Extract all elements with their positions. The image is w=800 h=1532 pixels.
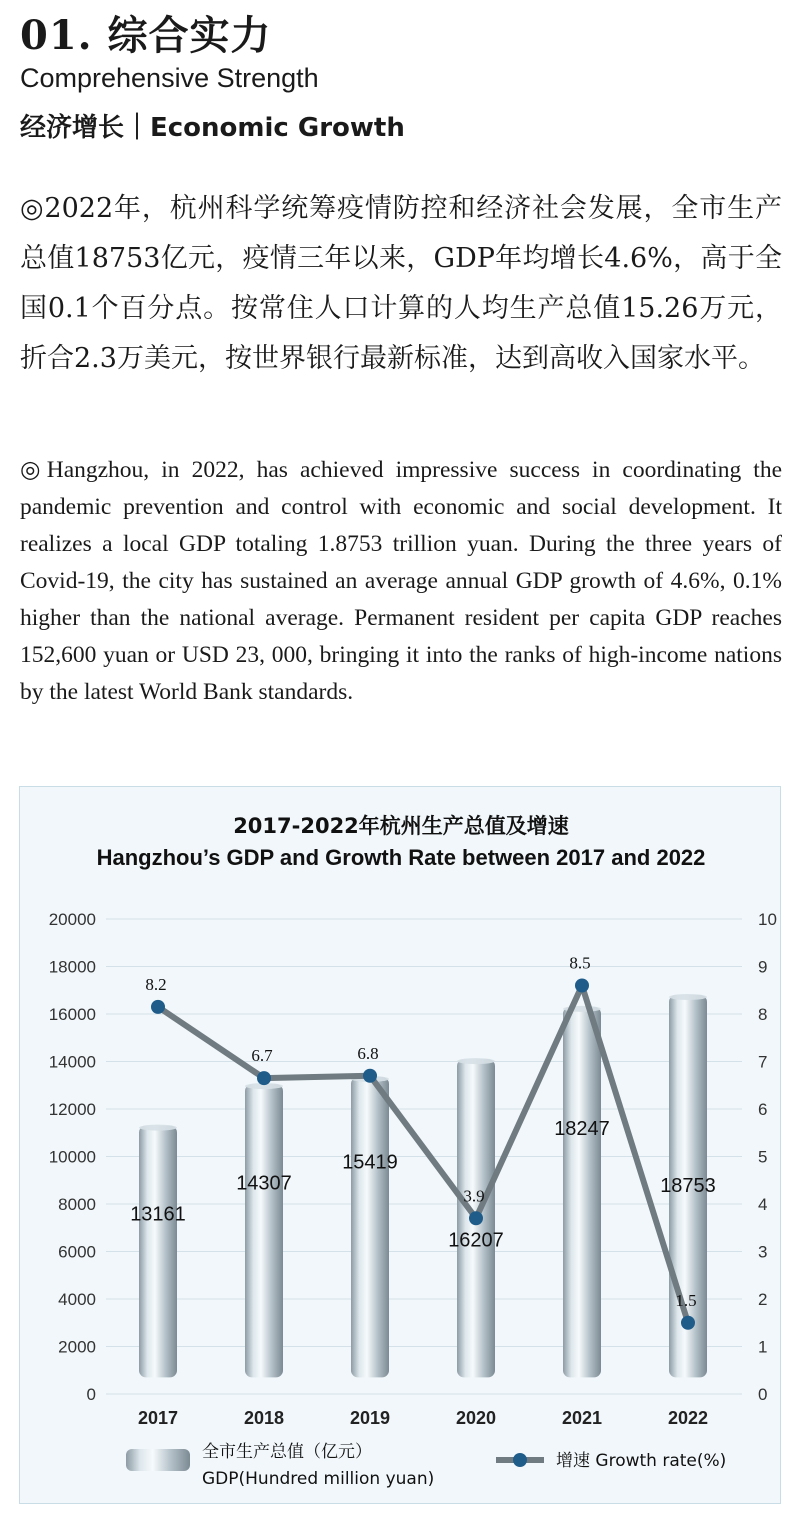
y-tick-label: 0 bbox=[86, 1385, 96, 1404]
y-tick-label: 16000 bbox=[48, 1005, 96, 1024]
legend-line-marker bbox=[513, 1453, 527, 1467]
x-axis bbox=[138, 1408, 708, 1428]
gdp-bar-2019 bbox=[351, 1077, 389, 1377]
gdp-bar-2021 bbox=[563, 1007, 601, 1378]
gdp-bars bbox=[130, 994, 716, 1377]
x-tick-label: 2020 bbox=[455, 1408, 497, 1428]
paragraph-chinese: ◎2022年，杭州科学统筹疫情防控和经济社会发展，全市生产总值18753亿元，疫情三年以来，GDP年均增长4.6%，高于全国0.1个百分点。按常住人口计算的人均生产总值15.26万元，折合2.3万美元，按世界银行最新标准，达到高收入国家水平。 bbox=[20, 193, 782, 374]
growth-line bbox=[145, 954, 696, 1330]
gdp-bar-top bbox=[457, 1058, 495, 1064]
growth-label-2020: 3.9 bbox=[463, 1186, 485, 1206]
gdp-bar-2018 bbox=[245, 1084, 283, 1377]
gdp-label-2017: 13161 bbox=[130, 1203, 186, 1226]
legend-bar-swatch bbox=[126, 1449, 190, 1471]
y-tick-label: 18000 bbox=[48, 957, 96, 977]
y2-tick-label: 10 bbox=[758, 910, 777, 929]
growth-label-2017: 8.2 bbox=[145, 974, 167, 994]
growth-point-2021 bbox=[575, 979, 589, 993]
y2-tick-label: 5 bbox=[758, 1147, 768, 1167]
y-tick-label: 4000 bbox=[58, 1290, 96, 1309]
gdp-bar-top bbox=[139, 1125, 177, 1131]
y-tick-label: 8000 bbox=[58, 1195, 96, 1214]
y-axis-right bbox=[758, 910, 777, 1404]
section-subtitle: Comprehensive Strength bbox=[20, 63, 319, 93]
chart-panel bbox=[19, 786, 781, 1504]
sub-heading: 经济增长｜Economic Growth bbox=[20, 113, 405, 143]
gdp-growth-chart bbox=[20, 787, 782, 1505]
paragraph-english: ◎Hangzhou, in 2022, has achieved impressive success in coordinating the pandemic prevention and control with economic and social development. It realizes a local GDP totaling 1.8753 trillion yuan. During the three years of Covid-19, the city has sustained an average annual GDP growth of 4.6%, 0.1% higher than the national average. Permanent resident per capita GDP reaches 152,600 yuan or USD 23, 000, bringing it into the ranks of high-income nations by the latest World Bank standards. bbox=[20, 457, 782, 705]
y-tick-label: 2000 bbox=[58, 1337, 96, 1357]
x-tick-label: 2021 bbox=[561, 1408, 603, 1428]
gdp-label-2020: 16207 bbox=[448, 1229, 504, 1252]
y2-tick-label: 1 bbox=[758, 1337, 768, 1357]
legend-gdp-cn: 全市生产总值（亿元） bbox=[202, 1442, 372, 1462]
y-tick-label: 6000 bbox=[58, 1242, 96, 1262]
x-tick-label: 2019 bbox=[349, 1408, 391, 1428]
growth-point-2017 bbox=[151, 1000, 165, 1014]
x-tick-label: 2022 bbox=[667, 1408, 709, 1428]
legend-gdp-en: GDP(Hundred million yuan) bbox=[202, 1469, 435, 1489]
growth-label-2019: 6.8 bbox=[357, 1043, 379, 1063]
legend bbox=[126, 1442, 726, 1489]
y2-tick-label: 6 bbox=[758, 1100, 768, 1119]
y2-tick-label: 4 bbox=[758, 1195, 768, 1214]
chart-subtitle: Hangzhou’s GDP and Growth Rate between 2017 and 2022 bbox=[96, 845, 706, 870]
y2-tick-label: 8 bbox=[758, 1005, 768, 1024]
growth-point-2019 bbox=[363, 1069, 377, 1083]
y-tick-label: 10000 bbox=[48, 1147, 96, 1167]
growth-label-2018: 6.7 bbox=[251, 1046, 273, 1066]
growth-point-2022 bbox=[681, 1316, 695, 1330]
section-title: 01. 综合实力 bbox=[20, 12, 272, 59]
gdp-label-2019: 15419 bbox=[342, 1151, 398, 1174]
x-tick-label: 2018 bbox=[243, 1408, 285, 1428]
chart-title: 2017-2022年杭州生产总值及增速 bbox=[233, 814, 569, 838]
y2-tick-label: 9 bbox=[758, 957, 768, 977]
gdp-bar-top bbox=[669, 994, 707, 1000]
y-tick-label: 12000 bbox=[48, 1100, 96, 1119]
y2-tick-label: 3 bbox=[758, 1242, 768, 1262]
growth-point-2018 bbox=[257, 1071, 271, 1085]
gdp-label-2022: 18753 bbox=[660, 1175, 716, 1197]
y-tick-label: 20000 bbox=[48, 910, 96, 929]
growth-label-2021: 8.5 bbox=[569, 953, 591, 973]
y2-tick-label: 2 bbox=[758, 1290, 768, 1309]
grid-lines bbox=[106, 919, 742, 1394]
x-tick-label: 2017 bbox=[137, 1408, 179, 1428]
y-tick-label: 14000 bbox=[48, 1052, 96, 1072]
legend-growth: 增速 Growth rate(%) bbox=[556, 1451, 727, 1471]
y2-tick-label: 0 bbox=[758, 1385, 768, 1404]
growth-line-path bbox=[158, 986, 688, 1323]
y-axis-left bbox=[49, 910, 96, 1404]
gdp-label-2021: 18247 bbox=[554, 1118, 610, 1140]
growth-label-2022: 1.5 bbox=[675, 1290, 697, 1310]
y2-tick-label: 7 bbox=[758, 1052, 768, 1072]
gdp-label-2018: 14307 bbox=[236, 1172, 292, 1195]
growth-point-2020 bbox=[469, 1211, 483, 1225]
gdp-bar-2017 bbox=[139, 1126, 177, 1378]
